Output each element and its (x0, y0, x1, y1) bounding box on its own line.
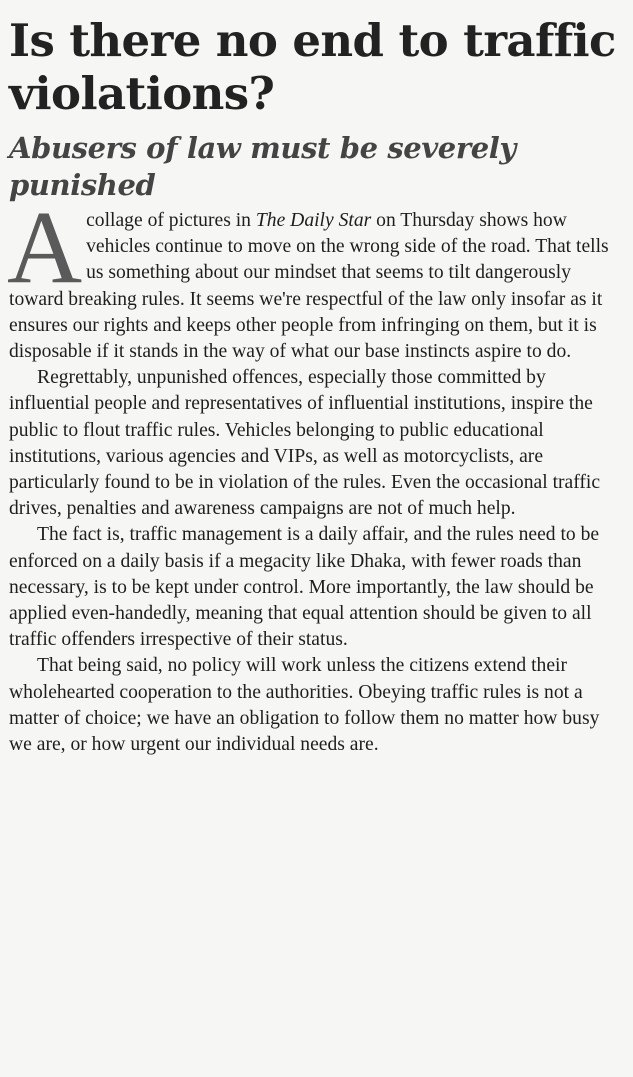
headline: Is there no end to traffic violations? (9, 14, 616, 120)
article-body (7, 190, 627, 758)
paragraph-2: Regrettably, unpunished offences, especially those committed by influential people and representatives of influential institutions, inspire the public to flout traffic rules. Vehicles belonging to public educational institutions, various agencies and VIPs, as well as motorcyclists, are particularly found to be in violation of the rules. Even the occasional traffic drives, penalties and awareness campaigns are not of much help. (9, 367, 601, 520)
paragraph-1-lead: collage of pictures in (86, 210, 256, 231)
paragraph-1-rest: on Thursday shows how vehicles continue to move on the wrong side of the road. That tells us something about our mindset that seems to tilt dangerously toward breaking rules. It seems we're respectful of the law only insofar as it ensures our rights and keeps other people from infringing on them, but it is disposable if it stands in the way of what our base instincts aspire to do. (9, 210, 609, 363)
publication-name: The Daily Star (255, 210, 372, 231)
drop-cap: A (7, 190, 83, 305)
paragraph-1 (7, 190, 627, 365)
paragraph-3: The fact is, traffic management is a daily affair, and the rules need to be enforced on a daily basis if a megacity like Dhaka, with fewer roads than necessary, is to be kept under control. More importantly, the law should be applied even-handedly, meaning that equal attention should be given to all traffic offenders irrespective of their status. (9, 524, 600, 651)
editorial-article (9, 14, 627, 758)
subheadline: Abusers of law must be severely punished (9, 131, 516, 202)
paragraph-4: That being said, no policy will work unless the citizens extend their wholehearted cooperation to the authorities. Obeying traffic rules is not a matter of choice; we have an obligation to follow them no matter how busy we are, or how urgent our individual needs are. (9, 655, 600, 756)
